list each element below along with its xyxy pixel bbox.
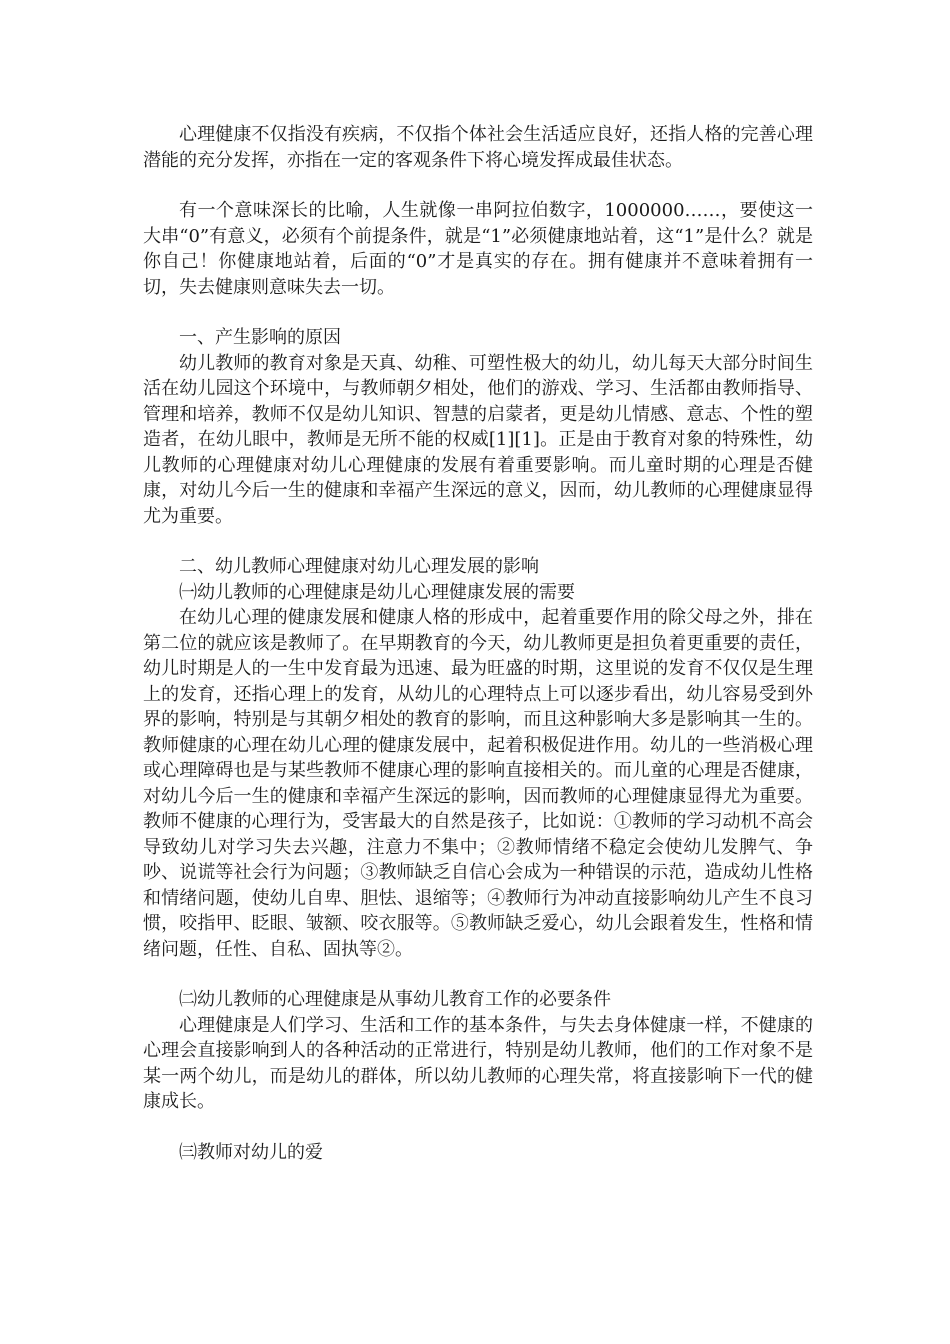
section-heading-effects: 二、幼儿教师心理健康对幼儿心理发展的影响 [179, 556, 539, 577]
paragraph-teacher-influence: 幼儿教师的教育对象是天真、幼稚、可塑性极大的幼儿，幼儿每天大部分时间生活在幼儿园这个环境中，与教师朝夕相处，他们的游戏、学习、生活都由教师指导、管理和培养，教师不仅是幼儿知识、智慧的启蒙者，更是幼儿情感、意志、个性的塑造者，在幼儿眼中，教师是无所不能的权威[1][1]。正是由于教育对象的特殊性，幼儿教师的心理健康对幼儿心理健康的发展有着重要影响。而儿童时期的心理是否健康，对幼儿今后一生的健康和幸福产生深远的意义，因而，幼儿教师的心理健康显得尤为重要。 [143, 352, 813, 527]
paragraph-mental-health-definition: 心理健康不仅指没有疾病，不仅指个体社会生活适应良好，还指人格的完善心理潜能的充分发挥，亦指在一定的客观条件下将心境发挥成最佳状态。 [143, 124, 813, 171]
paragraph-development-details: 在幼儿心理的健康发展和健康人格的形成中，起着重要作用的除父母之外，排在第二位的就应该是教师了。在早期教育的今天，幼儿教师更是担负着更重要的责任，幼儿时期是人的一生中发育最为迅速、最为旺盛的时期，这里说的发育不仅仅是生理上的发育，还指心理上的发育，从幼儿的心理特点上可以逐步看出，幼儿容易受到外界的影响，特别是与其朝夕相处的教育的影响，而且这种影响大多是影响其一生的。教师健康的心理在幼儿心理的健康发展中，起着积极促进作用。幼儿的一些消极心理或心理障碍也是与某些教师不健康心理的影响直接相关的。而儿童的心理是否健康，对幼儿今后一生的健康和幸福产生深远的影响，因而教师的心理健康显得尤为重要。教师不健康的心理行为，受害最大的自然是孩子，比如说：①教师的学习动机不高会导致幼儿对学习失去兴趣，注意力不集中；②教师情绪不稳定会使幼儿发脾气、争吵、说谎等社会行为问题；③教师缺乏自信心会成为一种错误的示范，造成幼儿性格和情绪问题，使幼儿自卑、胆怯、退缩等；④教师行为冲动直接影响幼儿产生不良习惯，咬指甲、眨眼、皱额、咬衣服等。⑤教师缺乏爱心，幼儿会跟着发生，性格和情绪问题，任性、自私、固执等②。 [143, 607, 813, 960]
subsection-heading-need: ㈠幼儿教师的心理健康是幼儿心理健康发展的需要 [179, 581, 575, 603]
section-heading-causes: 一、产生影响的原因 [179, 327, 341, 348]
paragraph-number-metaphor: 有一个意味深长的比喻，人生就像一串阿拉伯数字，1000000……，要使这一大串“0”有意义，必须有个前提条件，就是“1”必须健康地站着，这“1”是什么？就是你自己！你健康地站着，后面的“0”才是真实的存在。拥有健康并不意味着拥有一切，失去健康则意味失去一切。 [143, 200, 813, 298]
document-body [143, 122, 813, 1165]
paragraph-basic-condition: 心理健康是人们学习、生活和工作的基本条件，与失去身体健康一样，不健康的心理会直接影响到人的各种活动的正常进行，特别是幼儿教师，他们的工作对象不是某一两个幼儿，而是幼儿的群体，所以幼儿教师的心理失常，将直接影响下一代的健康成长。 [143, 1014, 813, 1112]
subsection-heading-love: ㈢教师对幼儿的爱 [179, 1141, 323, 1163]
subsection-heading-condition: ㈡幼儿教师的心理健康是从事幼儿教育工作的必要条件 [179, 989, 611, 1010]
